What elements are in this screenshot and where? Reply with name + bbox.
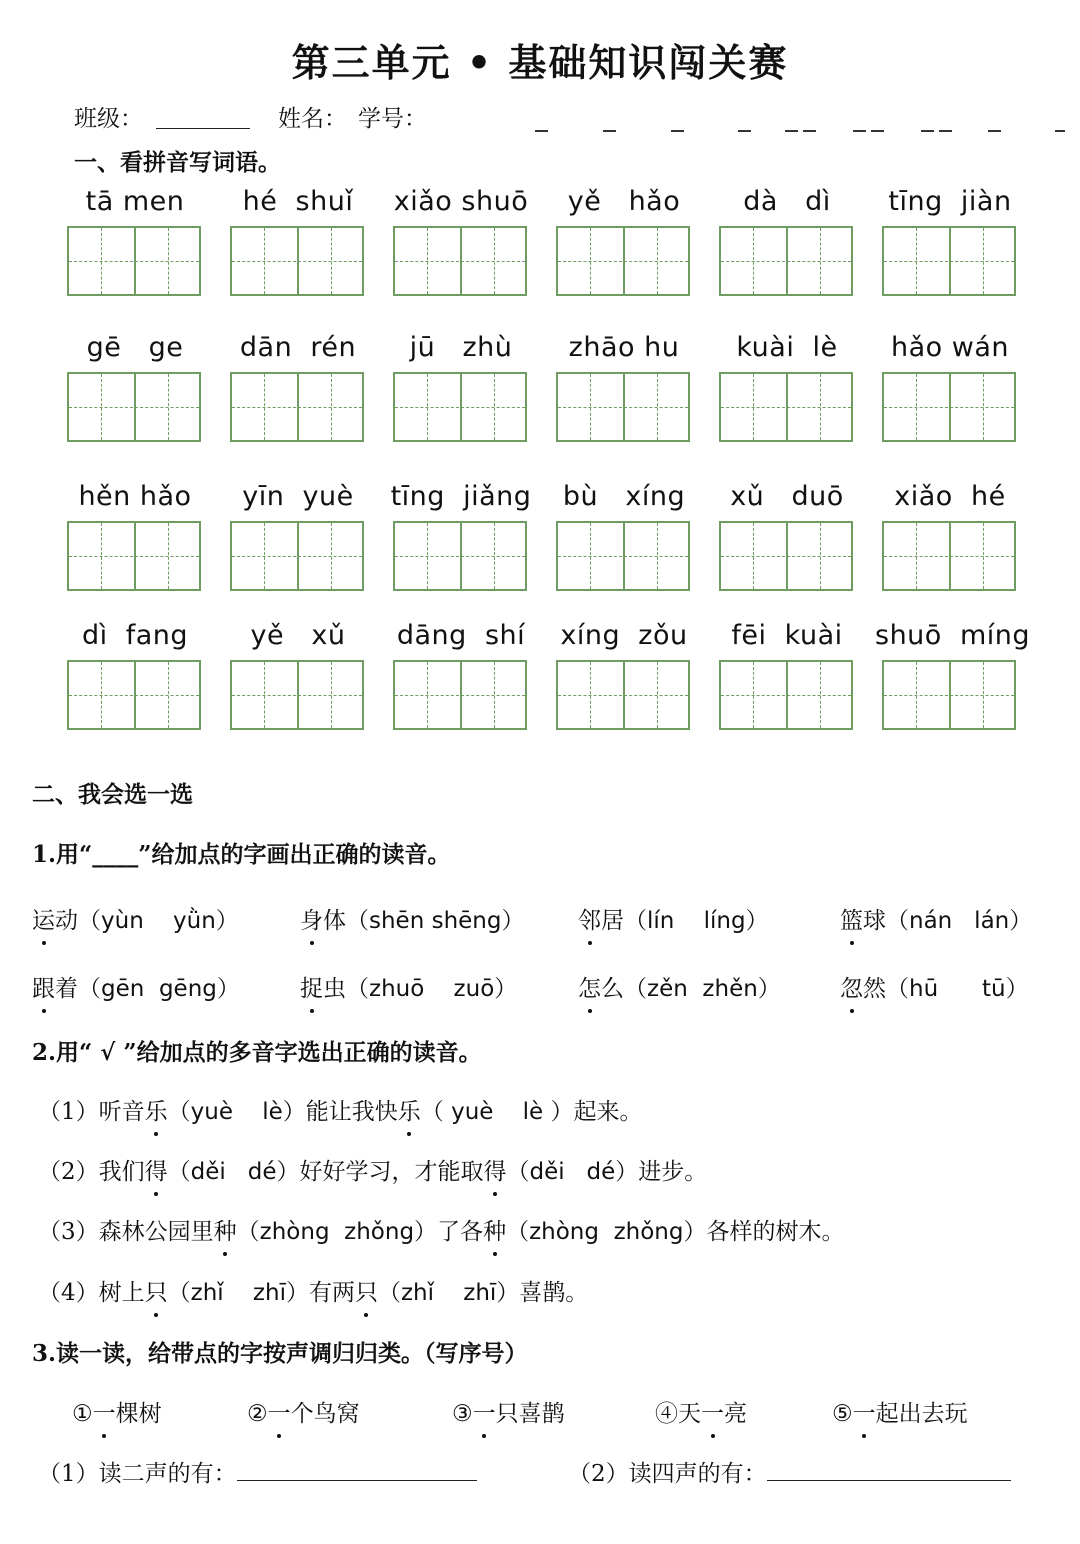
sentence-part: 各样的树木。 [706, 1219, 845, 1245]
pinyin-cell [549, 332, 699, 442]
pinyin-cell [386, 332, 536, 442]
dotted-char: 只 [145, 1274, 168, 1307]
pinyin-cell [712, 481, 862, 591]
dotted-char: 一 [701, 1395, 724, 1428]
word-prefix: 天 [678, 1401, 701, 1427]
word-rest: 居 [601, 908, 624, 934]
pinyin-label: xǔ duō [730, 481, 844, 512]
pinyin-options[interactable]: （zhòng zhǒng） [506, 1219, 707, 1245]
dotted-char: 一 [268, 1395, 291, 1428]
dotted-char: 得 [145, 1153, 168, 1186]
dotted-char: 捉 [300, 970, 323, 1003]
dotted-char: 一 [853, 1395, 876, 1428]
word-rest: 亮 [724, 1401, 747, 1427]
pinyin-label: dān rén [239, 332, 357, 363]
answer-label: （1）读二声的有： [38, 1461, 237, 1487]
writing-box[interactable] [230, 521, 364, 591]
pinyin-cell [549, 186, 699, 296]
pinyin-options[interactable]: （lín líng） [624, 908, 769, 934]
pinyin-label: gē ge [86, 332, 184, 363]
word-rest: 个鸟窝 [290, 1401, 360, 1427]
pronunciation-choice[interactable] [300, 902, 525, 935]
pinyin-cell [875, 332, 1025, 442]
pronunciation-choice[interactable] [840, 902, 1032, 935]
pinyin-cell [549, 481, 699, 591]
pinyin-cell [60, 332, 210, 442]
pronunciation-choice[interactable] [300, 970, 517, 1003]
pinyin-options[interactable]: （ yuè lè ） [420, 1099, 574, 1125]
dotted-char: 种 [214, 1213, 237, 1246]
dotted-char: 跟 [32, 970, 55, 1003]
pinyin-label: xiǎo shuō [393, 186, 529, 217]
writing-box[interactable] [719, 660, 853, 730]
word-rest: 棵树 [115, 1401, 162, 1427]
writing-box[interactable] [393, 226, 527, 296]
dotted-char: 乐 [145, 1093, 168, 1126]
writing-box[interactable] [67, 226, 201, 296]
word-rest: 着 [55, 976, 78, 1002]
q2-heading: 2.用“ √ ”给加点的多音字选出正确的读音。 [32, 1039, 482, 1066]
writing-box[interactable] [882, 521, 1016, 591]
dotted-char: 只 [355, 1274, 378, 1307]
dotted-char: 乐 [398, 1093, 421, 1126]
answer-blank[interactable] [767, 1458, 1011, 1481]
polyphone-sentence [38, 1093, 643, 1126]
pinyin-label: tā men [85, 186, 185, 217]
pinyin-cell [386, 620, 536, 730]
pinyin-cell [712, 620, 862, 730]
pinyin-cell [386, 481, 536, 591]
pinyin-cell [712, 332, 862, 442]
tone-option [72, 1395, 162, 1428]
sentence-part: 有两 [308, 1280, 355, 1306]
class-field[interactable] [156, 128, 250, 129]
tone-option [655, 1395, 747, 1428]
tone-answer [568, 1455, 1011, 1488]
word-rest: 虫 [323, 976, 346, 1002]
pinyin-cell [223, 620, 373, 730]
pinyin-cell [386, 186, 536, 296]
dotted-char: 怎 [578, 970, 601, 1003]
dotted-char: 篮 [840, 902, 863, 935]
word-rest: 么 [601, 976, 624, 1002]
pronunciation-choice[interactable] [32, 902, 239, 935]
word-rest: 球 [863, 908, 886, 934]
writing-box[interactable] [393, 372, 527, 442]
dotted-char: 忽 [840, 970, 863, 1003]
writing-box[interactable] [719, 521, 853, 591]
sentence-part: 听音 [98, 1099, 145, 1125]
dotted-char: 邻 [578, 902, 601, 935]
sentence-part: 了各 [437, 1219, 484, 1245]
section1-heading: 一、看拼音写词语。 [74, 149, 281, 176]
pinyin-label: fēi kuài [731, 620, 843, 651]
dotted-char: 一 [93, 1395, 116, 1428]
pinyin-label: zhāo hu [568, 332, 680, 363]
pinyin-cell [875, 186, 1025, 296]
word-rest: 体 [323, 908, 346, 934]
pinyin-options[interactable]: （shēn shēng） [346, 908, 525, 934]
pinyin-label: hěn hǎo [78, 481, 192, 512]
writing-box[interactable] [719, 226, 853, 296]
section2-heading: 二、我会选一选 [32, 781, 193, 808]
pinyin-options[interactable]: （nán lán） [886, 908, 1033, 934]
writing-box[interactable] [393, 660, 527, 730]
pinyin-label: yě hǎo [567, 186, 681, 217]
pinyin-cell [875, 481, 1025, 591]
answer-label: （2）读四声的有： [568, 1461, 767, 1487]
pinyin-label: dāng shí [396, 620, 526, 651]
q3-heading: 3.读一读，给带点的字按声调归归类。（写序号） [32, 1340, 528, 1367]
pinyin-label: hé shuǐ [242, 186, 354, 217]
option-number: ① [72, 1401, 93, 1427]
word-rest: 然 [863, 976, 886, 1002]
item-number: （1） [38, 1099, 99, 1125]
pinyin-options[interactable]: （zěn zhěn） [624, 976, 781, 1002]
pinyin-options[interactable]: （zhòng zhǒng） [236, 1219, 438, 1245]
pinyin-label: bù xíng [562, 481, 686, 512]
page-title: 第三单元 • 基础知识闯关赛 [291, 40, 789, 85]
sentence-part: 森林公园里 [98, 1219, 214, 1245]
writing-box[interactable] [230, 372, 364, 442]
pinyin-options[interactable]: （zhǐ zhī） [377, 1280, 520, 1306]
writing-box[interactable] [67, 372, 201, 442]
sentence-part: 能让我快 [305, 1099, 398, 1125]
sentence-part: 好好学习，才能取 [299, 1159, 484, 1185]
pinyin-label: shuō míng [875, 620, 1031, 651]
pinyin-label: hǎo wán [891, 332, 1009, 363]
pinyin-cell [223, 332, 373, 442]
sentence-part: 进步。 [638, 1159, 708, 1185]
option-number: ② [247, 1401, 268, 1427]
writing-box[interactable] [556, 521, 690, 591]
word-rest: 只喜鹊 [495, 1401, 565, 1427]
pinyin-label: jū zhù [409, 332, 513, 363]
dotted-char: 种 [483, 1213, 506, 1246]
item-number: （4） [38, 1280, 99, 1306]
pinyin-options[interactable]: （gēn gēng） [78, 976, 240, 1002]
pinyin-label: dì fang [81, 620, 189, 651]
option-number: ③ [452, 1401, 473, 1427]
pronunciation-choice[interactable] [578, 970, 781, 1003]
tone-option [452, 1395, 565, 1428]
pinyin-cell [60, 620, 210, 730]
sentence-part: 树上 [98, 1280, 145, 1306]
writing-box[interactable] [393, 521, 527, 591]
writing-box[interactable] [719, 372, 853, 442]
pinyin-label: xíng zǒu [560, 620, 688, 651]
sentence-part: 我们 [98, 1159, 145, 1185]
pinyin-options[interactable]: （děi dé） [506, 1159, 639, 1185]
pinyin-label: dà dì [743, 186, 831, 217]
pinyin-label: tīng jiǎng [390, 481, 532, 512]
writing-box[interactable] [556, 226, 690, 296]
writing-box[interactable] [67, 660, 201, 730]
tone-answer [38, 1455, 477, 1488]
pronunciation-choice[interactable] [578, 902, 769, 935]
polyphone-sentence [38, 1153, 707, 1186]
pinyin-label: yě xǔ [250, 620, 346, 651]
pinyin-label: kuài lè [736, 332, 838, 363]
pinyin-options[interactable]: （yuè lè） [167, 1099, 306, 1125]
dotted-char: 身 [300, 902, 323, 935]
writing-box[interactable] [67, 521, 201, 591]
student-id-label: 学号： [358, 106, 427, 132]
q1-heading: 1.用“____”给加点的字画出正确的读音。 [32, 841, 451, 868]
option-number: ⑤ [832, 1401, 853, 1427]
pinyin-cell [223, 481, 373, 591]
writing-box[interactable] [882, 226, 1016, 296]
answer-blank[interactable] [237, 1458, 477, 1481]
writing-box[interactable] [556, 660, 690, 730]
pinyin-label: yīn yuè [242, 481, 354, 512]
item-number: （2） [38, 1159, 99, 1185]
writing-box[interactable] [230, 660, 364, 730]
pinyin-cell [60, 186, 210, 296]
pinyin-options[interactable]: （hū tū） [886, 976, 1029, 1002]
pinyin-options[interactable]: （zhuō zuō） [346, 976, 518, 1002]
pinyin-cell [223, 186, 373, 296]
sentence-part: 起来。 [573, 1099, 643, 1125]
pinyin-label: tīng jiàn [888, 186, 1012, 217]
name-label: 姓名： [278, 106, 347, 132]
option-number: ④ [655, 1401, 678, 1427]
dotted-char: 一 [473, 1395, 496, 1428]
polyphone-sentence [38, 1213, 844, 1246]
pronunciation-choice[interactable] [840, 970, 1029, 1003]
tone-option [832, 1395, 968, 1428]
pinyin-cell [549, 620, 699, 730]
writing-box[interactable] [882, 372, 1016, 442]
pinyin-cell [60, 481, 210, 591]
word-rest: 起出去玩 [875, 1401, 968, 1427]
class-label: 班级： [74, 106, 143, 132]
pinyin-cell [712, 186, 862, 296]
tone-option [247, 1395, 360, 1428]
pinyin-options[interactable]: （děi dé） [167, 1159, 300, 1185]
sentence-part: 喜鹊。 [519, 1280, 589, 1306]
writing-box[interactable] [556, 372, 690, 442]
dotted-char: 得 [483, 1153, 506, 1186]
item-number: （3） [38, 1219, 99, 1245]
word-rest: 动 [55, 908, 78, 934]
pinyin-options[interactable]: （yùn yǜn） [78, 908, 239, 934]
dotted-char: 运 [32, 902, 55, 935]
pinyin-cell [875, 620, 1031, 730]
writing-box[interactable] [882, 660, 1016, 730]
writing-box[interactable] [230, 226, 364, 296]
polyphone-sentence [38, 1274, 588, 1307]
pronunciation-choice[interactable] [32, 970, 240, 1003]
pinyin-label: xiǎo hé [894, 481, 1006, 512]
pinyin-options[interactable]: （zhǐ zhī） [167, 1280, 309, 1306]
